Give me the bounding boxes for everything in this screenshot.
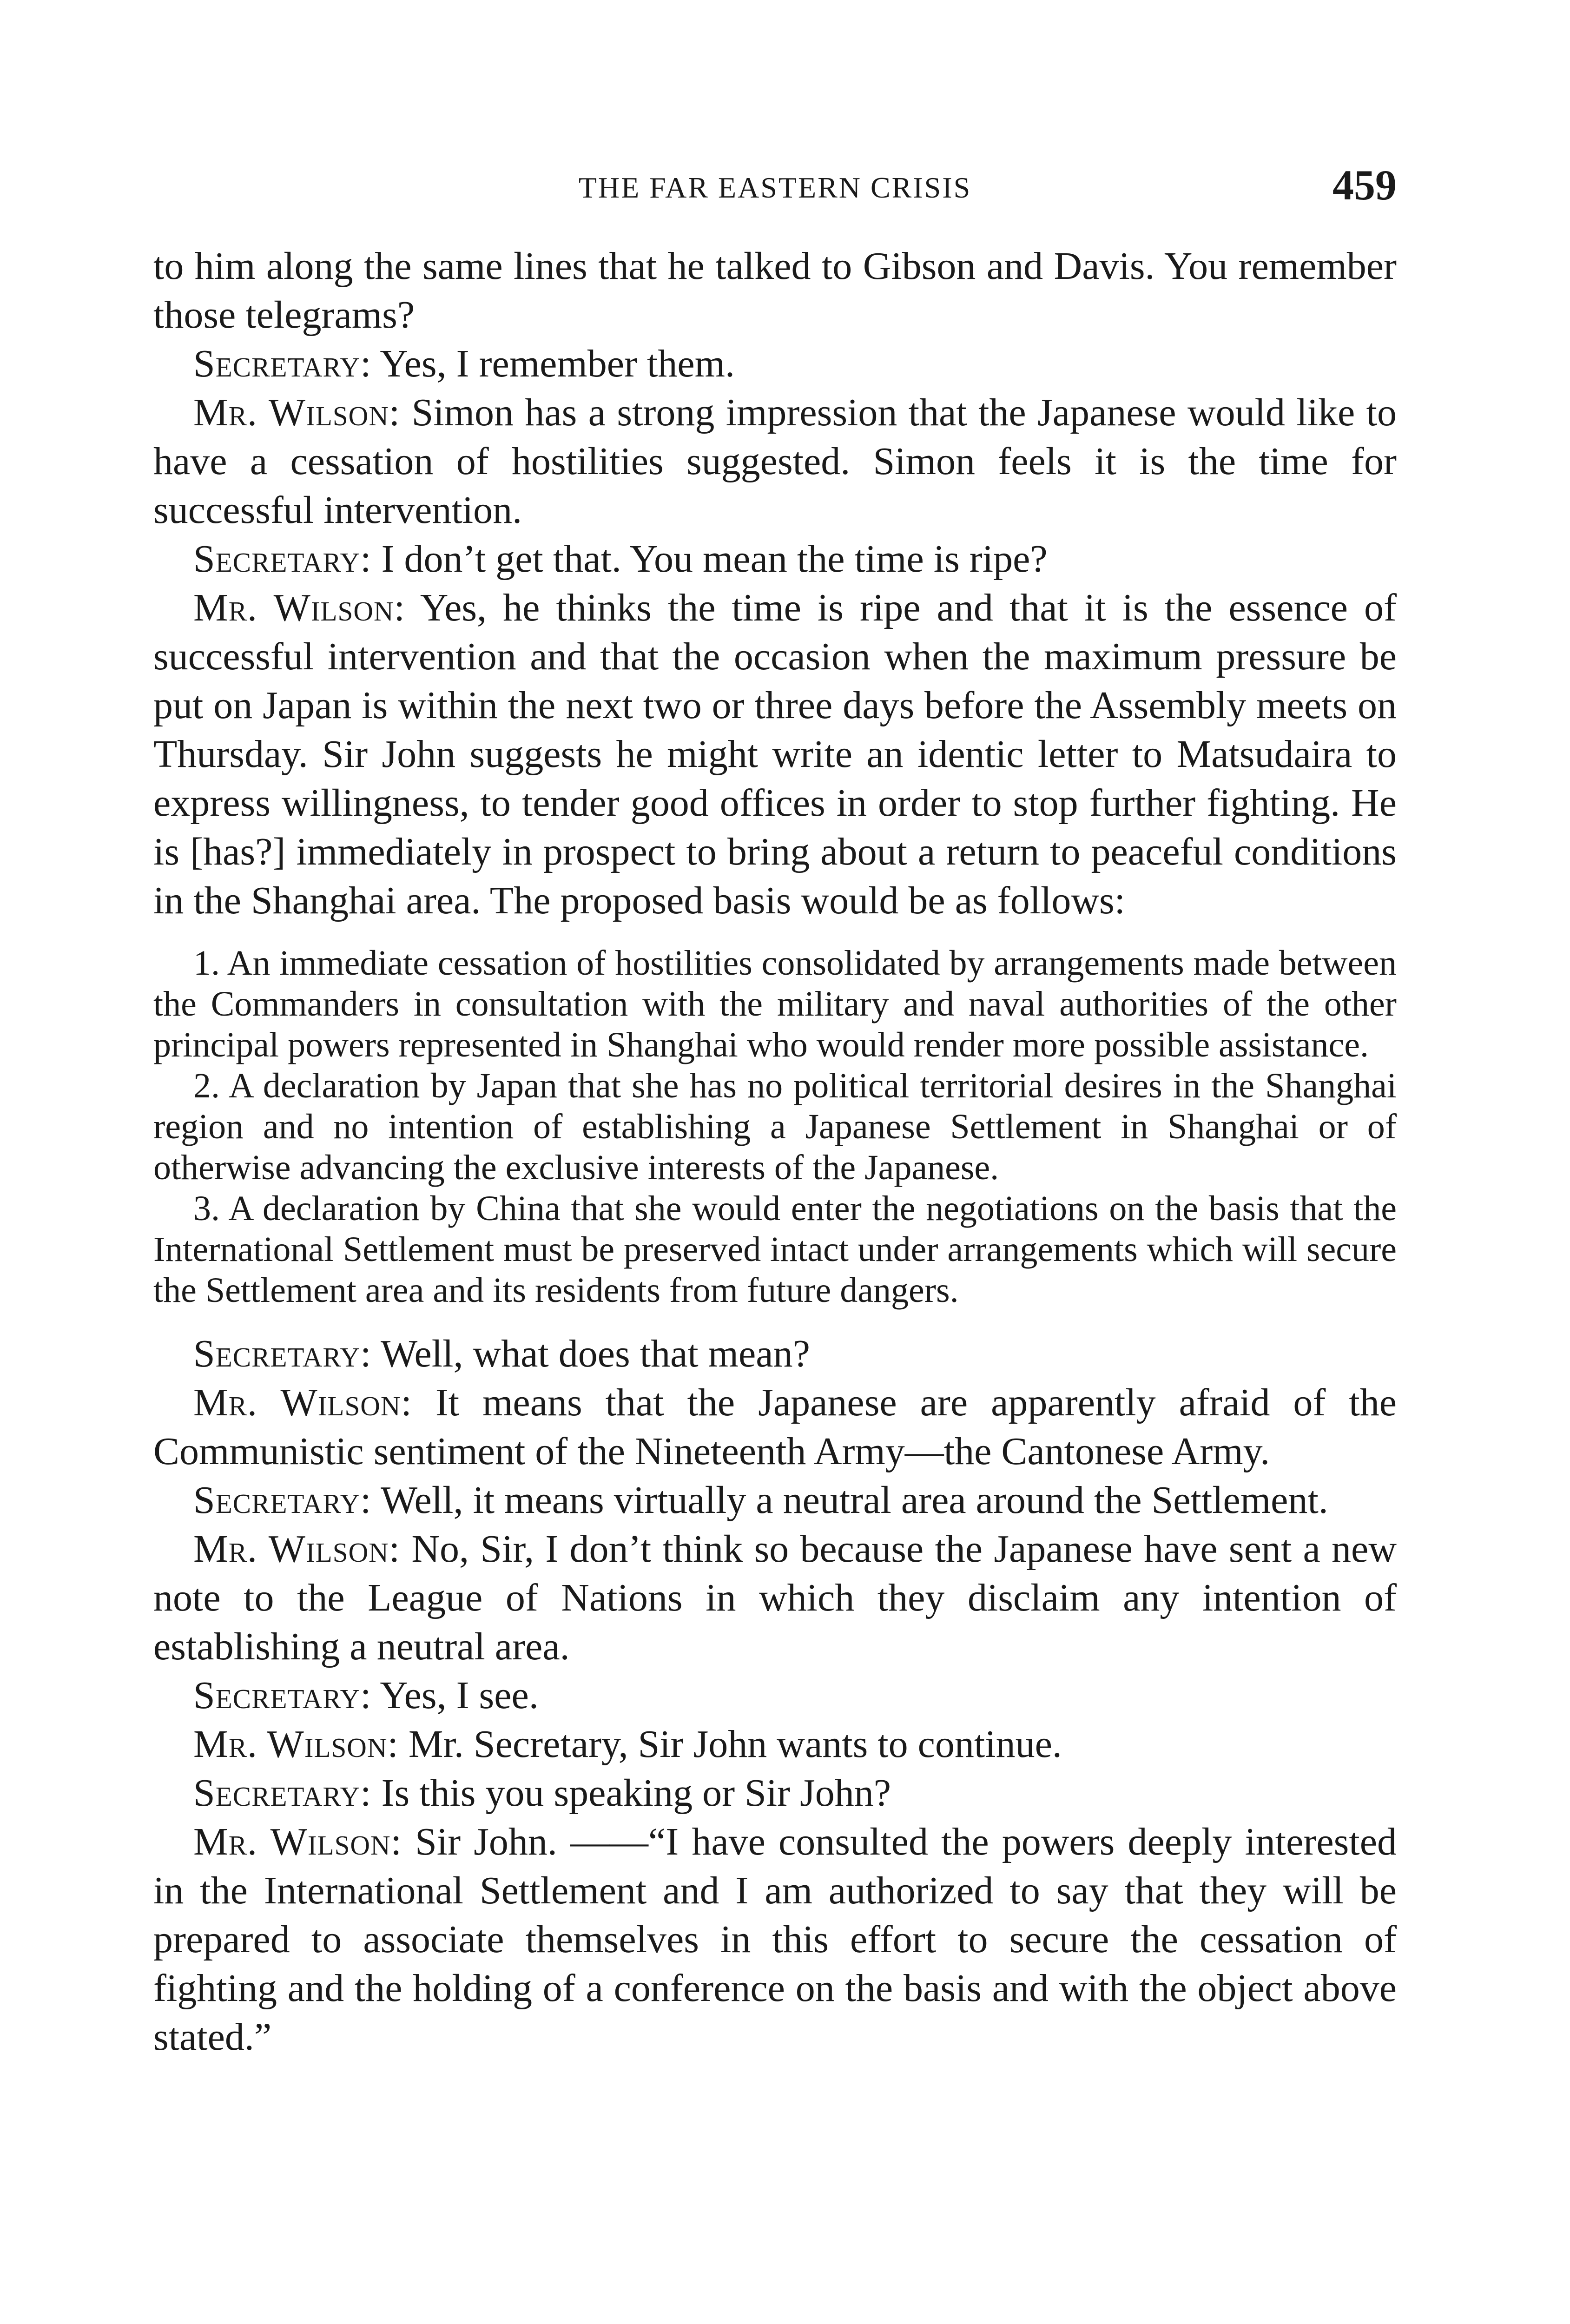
proposal-item: 3. A declaration by China that she would enter the negotiations on the basis that the International Settlement must be preserved intact under arrangements which will secure the Settlement area and its residents from future dangers. bbox=[153, 1189, 1397, 1310]
paragraph bbox=[153, 339, 1397, 388]
speaker-label: Mr. Wilson: bbox=[193, 1820, 402, 1863]
speaker-label: Mr. Wilson: bbox=[193, 391, 401, 434]
dialogue-text: It means that the Japanese are apparently afraid of the Communistic sentiment of the Nineteenth Army—the Cantonese Army. bbox=[153, 1381, 1397, 1473]
speaker-label: Secretary: bbox=[193, 1479, 372, 1522]
body-text bbox=[153, 242, 1397, 2061]
proposal-item: 1. An immediate cessation of hostilities consolidated by arrangements made between the Commanders in consultation with the military and naval authorities of the other principal powers represented in Shanghai who would render more possible assistance. bbox=[153, 944, 1397, 1064]
speaker-label: Secretary: bbox=[193, 1332, 372, 1375]
dialogue-line bbox=[153, 1476, 1397, 1525]
proposal-item: 2. A declaration by Japan that she has no political territorial desires in the Shanghai region and no intention of establishing a Japanese Settlement in Shanghai or of otherwise advancing the exclusive interests of the Japanese. bbox=[153, 1066, 1397, 1187]
proposal-list bbox=[153, 943, 1397, 1311]
speaker-label: Secretary: bbox=[193, 342, 372, 385]
paragraph-text: Yes, I remember them. bbox=[380, 342, 735, 385]
dialogue-line bbox=[153, 1769, 1397, 1817]
speaker-label: Mr. Wilson: bbox=[193, 586, 405, 629]
dialogue-text: Mr. Secretary, Sir John wants to continue. bbox=[408, 1723, 1062, 1766]
speaker-label: Secretary: bbox=[193, 1771, 372, 1815]
paragraph bbox=[153, 583, 1397, 925]
dialogue-text: Well, it means virtually a neutral area around the Settlement. bbox=[380, 1479, 1328, 1522]
page-number: 459 bbox=[1333, 161, 1397, 209]
dialogue-line bbox=[153, 1329, 1397, 1378]
speaker-label: Secretary: bbox=[193, 537, 372, 581]
dialogue-line bbox=[153, 1720, 1397, 1769]
speaker-label: Mr. Wilson: bbox=[193, 1381, 412, 1424]
dialogue-line bbox=[153, 1378, 1397, 1476]
dialogue-text: No, Sir, I don’t think so because the Japanese have sent a new note to the League of Nations in which they disclaim any intention of establishing a neutral area. bbox=[153, 1527, 1397, 1668]
dialogue-text: Well, what does that mean? bbox=[380, 1332, 810, 1375]
paragraph bbox=[153, 535, 1397, 583]
dialogue-line bbox=[153, 1525, 1397, 1671]
speaker-label: Mr. Wilson: bbox=[193, 1527, 401, 1571]
paragraph-text: Simon has a strong impression that the Japanese would like to have a cessation of hostilities suggested. Simon feels it is the time for successful intervention. bbox=[153, 391, 1397, 532]
dialogue-text: Yes, I see. bbox=[380, 1674, 539, 1717]
speaker-label: Secretary: bbox=[193, 1674, 372, 1717]
running-title: THE FAR EASTERN CRISIS bbox=[578, 171, 972, 204]
speaker-label: Mr. Wilson: bbox=[193, 1723, 399, 1766]
paragraph-text: I don’t get that. You mean the time is ripe? bbox=[381, 537, 1048, 581]
dialogue-text: Is this you speaking or Sir John? bbox=[381, 1771, 891, 1815]
paragraph-text: to him along the same lines that he talked to Gibson and Davis. You remember those telegrams? bbox=[153, 244, 1397, 337]
dialogue-line bbox=[153, 1671, 1397, 1720]
paragraph bbox=[153, 242, 1397, 339]
page-header bbox=[153, 160, 1397, 211]
dialogue-line bbox=[153, 1817, 1397, 2061]
dialogue-text: Sir John. ——“I have consulted the powers deeply interested in the International Settlement and I am authorized to say that they will be prepared to associate themselves in this effort to secure the cessation of fighting and the holding of a conference on the basis and with the object above stated.” bbox=[153, 1820, 1397, 2059]
paragraph bbox=[153, 388, 1397, 535]
paragraph-text: Yes, he thinks the time is ripe and that it is the essence of successful intervention and that the occasion when the maximum pressure be put on Japan is within the next two or three days before the Assembly meets on Thursday. Sir John suggests he might write an identic letter to Matsudaira to express willingness, to tender good offices in order to stop further fighting. He is [has?] immediately in prospect to bring about a return to peaceful conditions in the Shanghai area. The proposed basis would be as follows: bbox=[153, 586, 1397, 922]
